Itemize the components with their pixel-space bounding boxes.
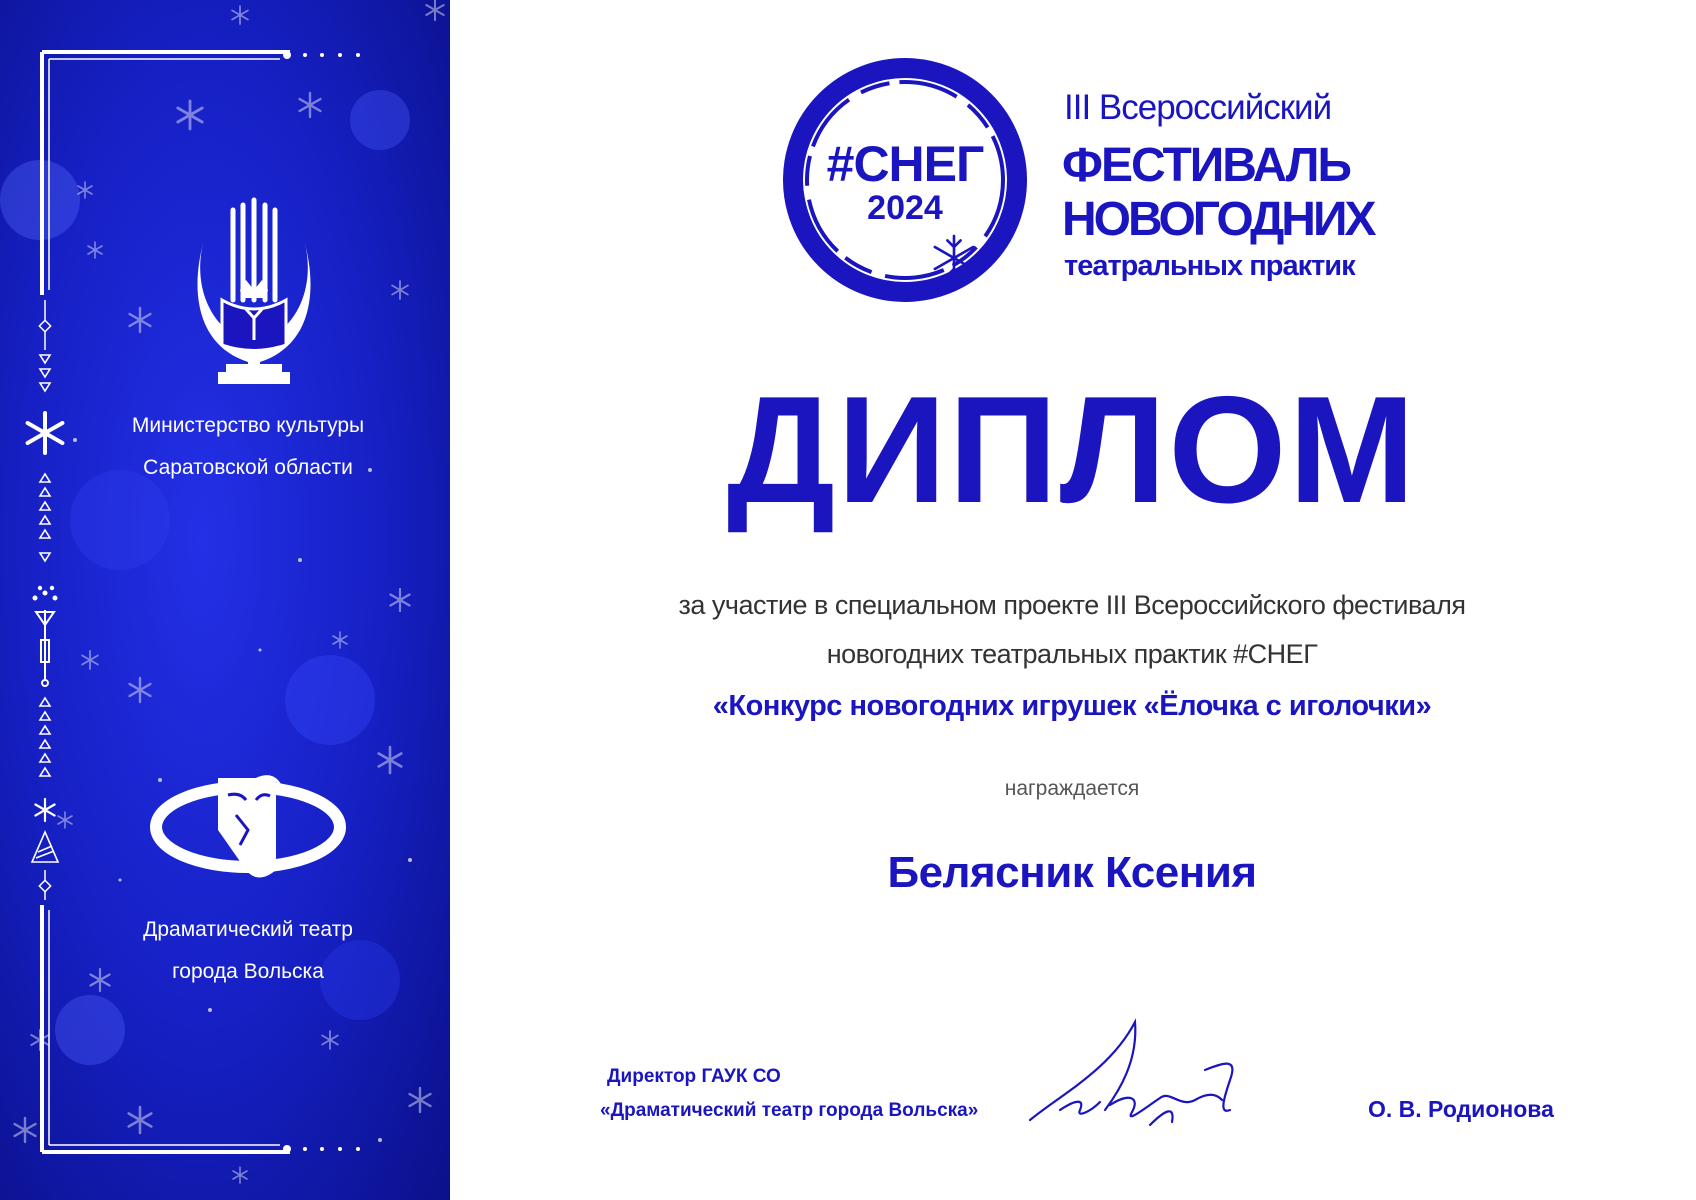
ministry-name-line2: Саратовской области bbox=[143, 456, 353, 479]
theatre-name-line2: города Вольска bbox=[172, 960, 324, 983]
festival-title-line3: НОВОГОДНИХ bbox=[1062, 193, 1374, 246]
recipient-name: Белясник Ксения bbox=[887, 848, 1257, 897]
director-name: О. В. Родионова bbox=[1368, 1096, 1554, 1122]
reason-line1: за участие в специальном проекте III Всероссийского фестиваля bbox=[678, 590, 1466, 620]
festival-title-line1: III Всероссийский bbox=[1064, 88, 1332, 127]
contest-name: «Конкурс новогодних игрушек «Ёлочка с иголочки» bbox=[712, 690, 1432, 722]
festival-title-line2: ФЕСТИВАЛЬ bbox=[1062, 139, 1350, 192]
diploma-title: ДИПЛОМ bbox=[726, 365, 1418, 535]
ministry-name-line1: Министерство культуры bbox=[131, 414, 365, 437]
awarded-label: награждается bbox=[1004, 777, 1140, 800]
badge-tag: #СНЕГ bbox=[826, 136, 984, 192]
director-position-line2: «Драматический театр города Вольска» bbox=[600, 1100, 979, 1121]
reason-line2: новогодних театральных практик #СНЕГ bbox=[826, 639, 1318, 669]
theatre-name-line1: Драматический театр bbox=[143, 918, 353, 941]
badge-year: 2024 bbox=[867, 189, 943, 227]
director-position-line1: Директор ГАУК СО bbox=[607, 1066, 781, 1087]
director-signature bbox=[1030, 1022, 1232, 1125]
festival-title-line4: театральных практик bbox=[1064, 250, 1355, 282]
